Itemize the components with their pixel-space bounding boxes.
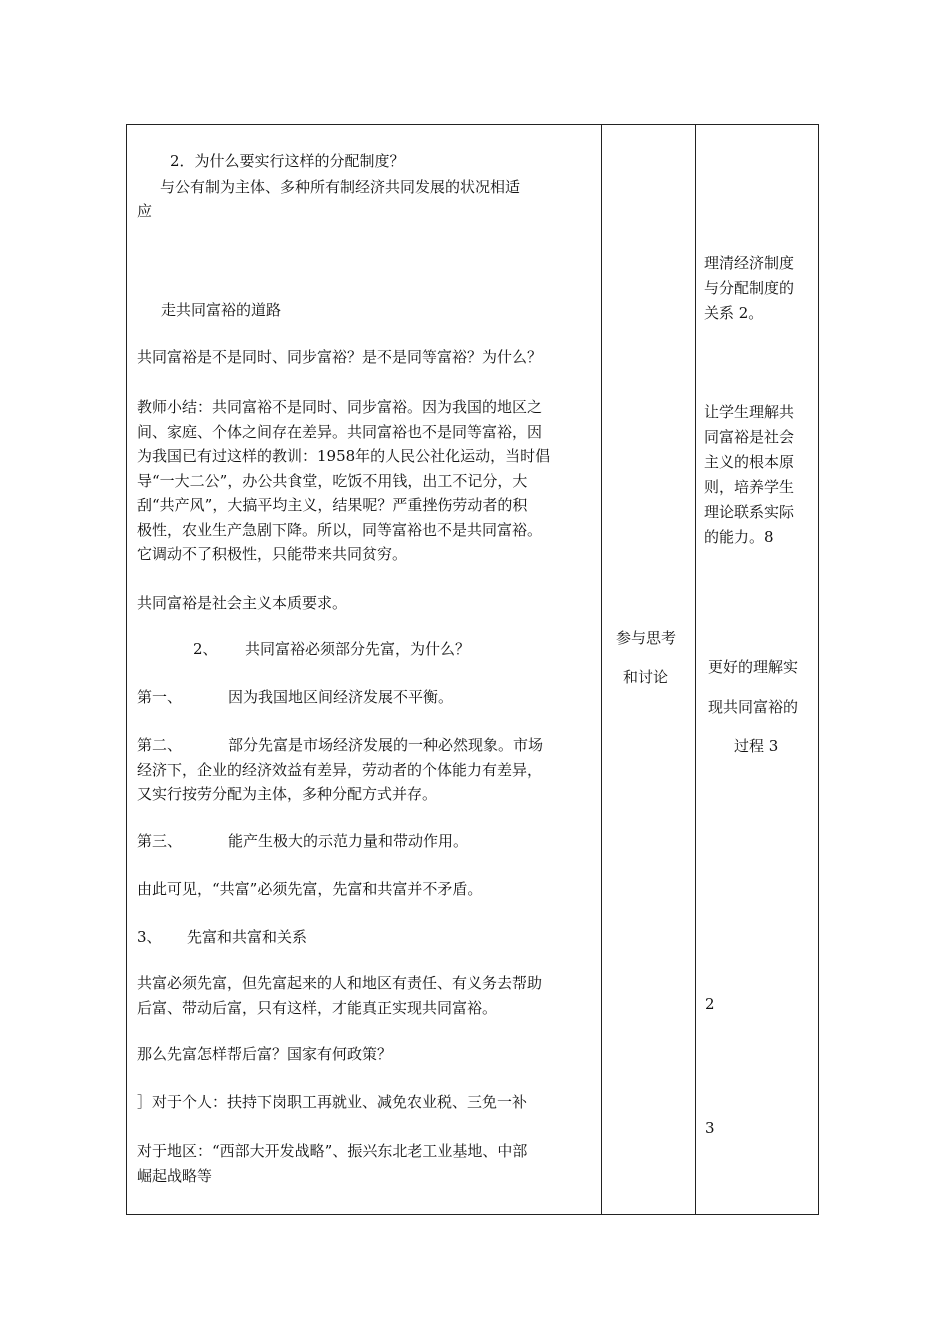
question-same-time: 共同富裕是不是同时、同步富裕？是不是同等富裕？为什么？ — [137, 348, 543, 366]
first-text: 因为我国地区间经济发展不平衡。 — [228, 688, 454, 706]
q2-title: 2．为什么要实行这样的分配制度？ — [170, 152, 405, 170]
second-label: 第二、 — [137, 736, 183, 754]
point3-number: 3、 — [137, 928, 162, 946]
conclusion: 由此可见，“共富”必须先富，先富和共富并不矛盾。 — [137, 880, 483, 898]
teacher-summary: 教师小结：共同富裕不是同时、同步富裕。因为我国的地区之 间、家庭、个体之间存在差异。共同富裕也不是同等富裕，因 为我国已有过这样的教训：1958年的人民公社化运动，当时倡 导“一大二公”，办公共食堂，吃饭不用钱，出工不记分，大 刮“共产风”，大搞平均主义，结果呢？严重挫伤劳动者的积 极性，农业生产急剧下降。所以，同等富裕也不是共同富裕。 它调动不了积极性，只能带来共同贫穷。 — [137, 398, 551, 563]
essence-statement: 共同富裕是社会主义本质要求。 — [137, 594, 348, 612]
third-label: 第三、 — [137, 832, 183, 850]
relation-text: 共富必须先富，但先富起来的人和地区有责任、有义务去帮助 后富、带动后富，只有这样，才能真正实现共同富裕。 — [137, 974, 543, 1017]
intent-number-b: 3 — [705, 1119, 715, 1137]
individual-policy: ］对于个人：扶持下岗职工再就业、减免农业税、三免一补 — [137, 1093, 528, 1111]
q2-answer-line2: 应 — [137, 202, 153, 220]
activity-line1: 参与思考 — [616, 629, 677, 647]
activity-line2: 和讨论 — [623, 668, 669, 686]
column-divider — [601, 125, 602, 1214]
point2-number: 2、 — [193, 640, 218, 658]
point2-text: 共同富裕必须部分先富，为什么？ — [245, 640, 471, 658]
intent-note-3: 更好的理解实 现共同富裕的 过程 3 — [708, 658, 799, 755]
point3-text: 先富和共富和关系 — [187, 928, 308, 946]
second-text: 部分先富是市场经济发展的一种必然现象。市场 经济下，企业的经济效益有差异，劳动者的个体能力有差异， 又实行按劳分配为主体，多种分配方式并存。 — [137, 736, 544, 803]
third-text: 能产生极大的示范力量和带动作用。 — [228, 832, 469, 850]
section-heading: 走共同富裕的道路 — [161, 301, 282, 319]
question-policy: 那么先富怎样帮后富？国家有何政策？ — [137, 1045, 393, 1063]
column-divider — [695, 125, 696, 1214]
intent-number-a: 2 — [705, 995, 715, 1013]
q2-answer-line1: 与公有制为主体、多种所有制经济共同发展的状况相适 — [160, 178, 521, 196]
region-policy: 对于地区：“西部大开发战略”、振兴东北老工业基地、中部 崛起战略等 — [137, 1142, 528, 1185]
intent-note-2: 让学生理解共 同富裕是社会 主义的根本原 则，培养学生 理论联系实际 的能力。8 — [704, 403, 795, 546]
intent-note-1: 理清经济制度 与分配制度的 关系 2。 — [704, 254, 795, 322]
first-label: 第一、 — [137, 688, 183, 706]
